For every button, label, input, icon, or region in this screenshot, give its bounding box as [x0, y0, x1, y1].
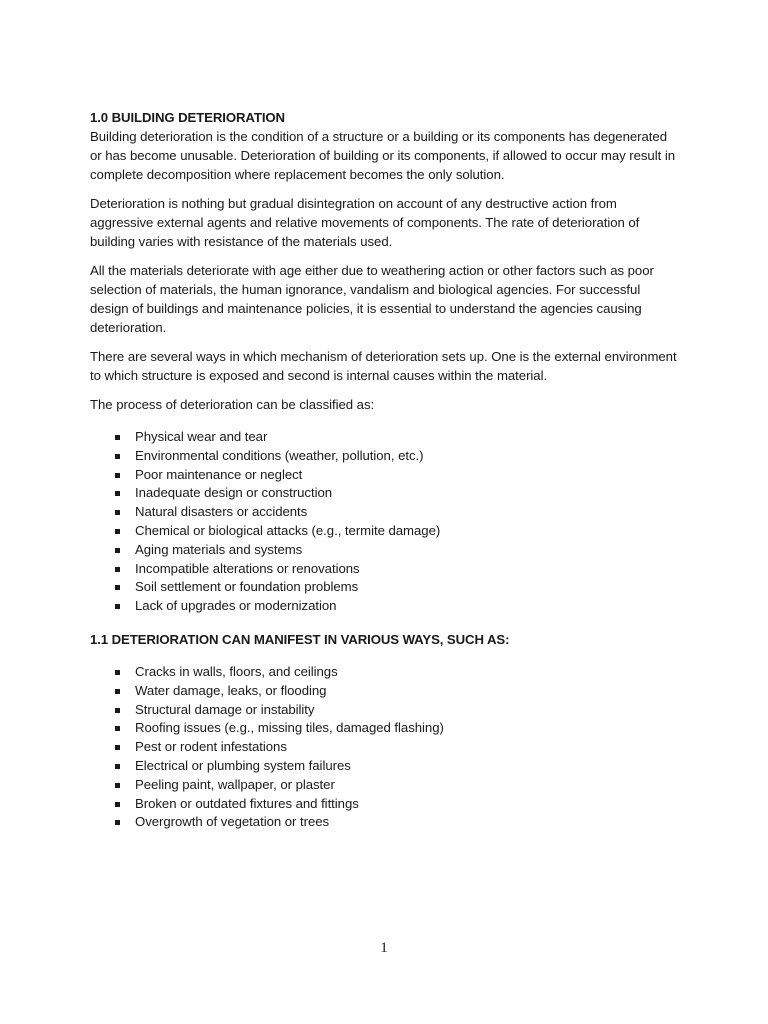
- section-1-1-heading: 1.1 DETERIORATION CAN MANIFEST IN VARIOUS WAYS, SUCH AS:: [90, 631, 510, 647]
- paragraph: All the materials deteriorate with age either due to weathering action or other factors such as poor selection of materials, the human ignorance, vandalism and biological agencies. For successful design of buildings and maintenance policies, it is essential to understand the agencies causing deterioration.: [90, 263, 654, 335]
- list-item: [90, 447, 680, 466]
- paragraph: Deterioration is nothing but gradual disintegration on account of any destructive action from aggressive external agents and relative movements of components. The rate of deterioration of building varies with resistance of the materials used.: [90, 196, 640, 249]
- bullet-square-icon: [115, 604, 120, 609]
- list-item: [90, 503, 680, 522]
- list-item: [90, 776, 680, 795]
- list-item: [90, 795, 680, 814]
- list-item-text: Environmental conditions (weather, pollution, etc.): [135, 447, 424, 463]
- list-item-text: Pest or rodent infestations: [135, 739, 287, 755]
- list-item: [90, 813, 680, 832]
- page-number: 1: [380, 940, 388, 956]
- list-item-text: Incompatible alterations or renovations: [135, 560, 360, 576]
- list-item: [90, 484, 680, 503]
- bullet-square-icon: [115, 670, 120, 675]
- list-item: [90, 560, 680, 579]
- list-item: [90, 757, 680, 776]
- list-item-text: Natural disasters or accidents: [135, 504, 308, 520]
- list-item-text: Roofing issues (e.g., missing tiles, damaged flashing): [135, 720, 444, 736]
- list-item: [90, 719, 680, 738]
- bullet-square-icon: [115, 783, 120, 788]
- bullet-square-icon: [115, 510, 120, 515]
- bullet-square-icon: [115, 454, 120, 459]
- bullet-square-icon: [115, 548, 120, 553]
- list-item: [90, 541, 680, 560]
- list-item-text: Water damage, leaks, or flooding: [135, 682, 327, 698]
- list-item-text: Poor maintenance or neglect: [135, 466, 303, 482]
- list-item-text: Aging materials and systems: [135, 541, 303, 557]
- list-item-text: Overgrowth of vegetation or trees: [135, 814, 330, 830]
- bullet-square-icon: [115, 802, 120, 807]
- list-item: [90, 578, 680, 597]
- bullet-square-icon: [115, 585, 120, 590]
- list-item: [90, 428, 680, 447]
- bullet-square-icon: [115, 745, 120, 750]
- list-item-text: Chemical or biological attacks (e.g., termite damage): [135, 522, 441, 538]
- paragraph: Building deterioration is the condition of a structure or a building or its components has degenerated or has become unusable. Deterioration of building or its components, if allowed to occur may result in complete decomposition where replacement becomes the only solution.: [90, 129, 675, 182]
- list-item-text: Lack of upgrades or modernization: [135, 598, 337, 614]
- deterioration-causes-list: [90, 428, 680, 616]
- list-item: [90, 738, 680, 757]
- bullet-square-icon: [115, 567, 120, 572]
- list-item-text: Peeling paint, wallpaper, or plaster: [135, 776, 335, 792]
- list-item: [90, 597, 680, 616]
- bullet-square-icon: [115, 764, 120, 769]
- list-item: [90, 522, 680, 541]
- list-item: [90, 682, 680, 701]
- list-item-text: Cracks in walls, floors, and ceilings: [135, 663, 338, 679]
- list-item-text: Broken or outdated fixtures and fittings: [135, 795, 359, 811]
- list-item-text: Soil settlement or foundation problems: [135, 579, 359, 595]
- bullet-square-icon: [115, 473, 120, 478]
- bullet-square-icon: [115, 820, 120, 825]
- bullet-square-icon: [115, 529, 120, 534]
- list-item: [90, 701, 680, 720]
- list-item-text: Inadequate design or construction: [135, 485, 333, 501]
- bullet-square-icon: [115, 491, 120, 496]
- section-1-heading: 1.0 BUILDING DETERIORATION: [90, 110, 285, 125]
- bullet-square-icon: [115, 435, 120, 440]
- list-item-text: Electrical or plumbing system failures: [135, 757, 351, 773]
- list-item: [90, 466, 680, 485]
- list-item-text: Physical wear and tear: [135, 429, 268, 444]
- paragraph: There are several ways in which mechanism of deterioration sets up. One is the external environment to which structure is exposed and second is internal causes within the material.: [90, 349, 677, 383]
- bullet-square-icon: [115, 726, 120, 731]
- page-content: [90, 108, 680, 832]
- list-item-text: Structural damage or instability: [135, 701, 315, 717]
- deterioration-manifestations-list: [90, 663, 680, 832]
- list-item: [90, 663, 680, 682]
- paragraph: The process of deterioration can be classified as:: [90, 397, 375, 412]
- bullet-square-icon: [115, 708, 120, 713]
- bullet-square-icon: [115, 689, 120, 694]
